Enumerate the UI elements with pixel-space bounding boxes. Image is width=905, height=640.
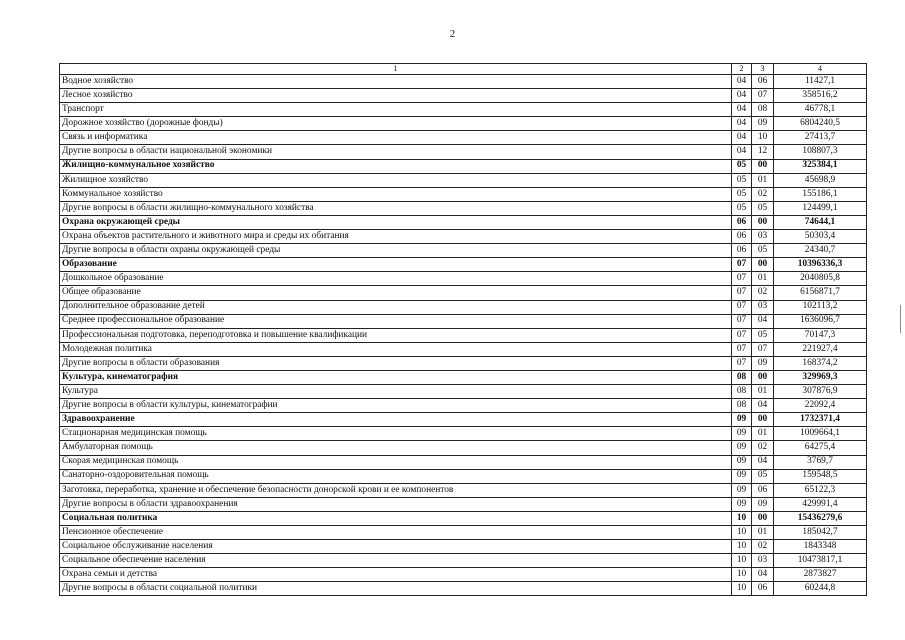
- table-row: [60, 511, 867, 525]
- row-name-cell: Дошкольное образование: [60, 272, 732, 286]
- row-subsection-cell: 08: [752, 103, 774, 117]
- header-col-subsection: 3: [752, 64, 774, 75]
- row-amount-cell: 124499,1: [774, 201, 867, 215]
- table-row: [60, 230, 867, 244]
- row-amount-cell: 307876,9: [774, 385, 867, 399]
- row-amount-cell: 2873827: [774, 568, 867, 582]
- row-amount-cell: 1636096,7: [774, 314, 867, 328]
- row-amount-cell: 329969,3: [774, 370, 867, 384]
- row-subsection-cell: 07: [752, 342, 774, 356]
- row-amount-cell: 27413,7: [774, 131, 867, 145]
- table-row: [60, 300, 867, 314]
- table-body: [60, 75, 867, 596]
- row-name-cell: Охрана объектов растительного и животного мира и среды их обитания: [60, 230, 732, 244]
- table-row: [60, 385, 867, 399]
- row-name-cell: Заготовка, переработка, хранение и обеспечение безопасности донорской крови и ее компонентов: [60, 483, 732, 497]
- row-name-cell: Среднее профессиональное образование: [60, 314, 732, 328]
- row-name-cell: Стационарная медицинская помощь: [60, 427, 732, 441]
- row-section-cell: 10: [732, 540, 752, 554]
- row-name-cell: Санаторно-оздоровительная помощь: [60, 469, 732, 483]
- row-amount-cell: 1732371,4: [774, 413, 867, 427]
- row-name-cell: Охрана семьи и детства: [60, 568, 732, 582]
- row-name-cell: Культура, кинематография: [60, 370, 732, 384]
- row-name-cell: Коммунальное хозяйство: [60, 187, 732, 201]
- row-name-cell: Жилищно-коммунальное хозяйство: [60, 159, 732, 173]
- row-section-cell: 04: [732, 89, 752, 103]
- row-subsection-cell: 01: [752, 272, 774, 286]
- row-name-cell: Другие вопросы в области национальной экономики: [60, 145, 732, 159]
- row-section-cell: 07: [732, 356, 752, 370]
- row-section-cell: 04: [732, 145, 752, 159]
- row-subsection-cell: 04: [752, 568, 774, 582]
- row-name-cell: Амбулаторная помощь: [60, 441, 732, 455]
- row-subsection-cell: 02: [752, 441, 774, 455]
- row-subsection-cell: 03: [752, 554, 774, 568]
- row-subsection-cell: 02: [752, 286, 774, 300]
- row-section-cell: 04: [732, 131, 752, 145]
- row-name-cell: Молодежная политика: [60, 342, 732, 356]
- row-amount-cell: 70147,3: [774, 328, 867, 342]
- table-header-row: [60, 64, 867, 75]
- row-section-cell: 04: [732, 117, 752, 131]
- table-row: [60, 441, 867, 455]
- row-name-cell: Образование: [60, 258, 732, 272]
- row-subsection-cell: 06: [752, 483, 774, 497]
- row-section-cell: 10: [732, 582, 752, 596]
- row-amount-cell: 168374,2: [774, 356, 867, 370]
- table-row: [60, 215, 867, 229]
- row-subsection-cell: 05: [752, 328, 774, 342]
- table-row: [60, 117, 867, 131]
- row-subsection-cell: 04: [752, 399, 774, 413]
- row-section-cell: 09: [732, 455, 752, 469]
- row-name-cell: Социальное обеспечение населения: [60, 554, 732, 568]
- table-row: [60, 356, 867, 370]
- row-section-cell: 07: [732, 342, 752, 356]
- row-section-cell: 04: [732, 75, 752, 89]
- row-name-cell: Культура: [60, 385, 732, 399]
- row-amount-cell: 10473817,1: [774, 554, 867, 568]
- row-amount-cell: 64275,4: [774, 441, 867, 455]
- table-row: [60, 75, 867, 89]
- row-name-cell: Социальная политика: [60, 511, 732, 525]
- row-subsection-cell: 06: [752, 75, 774, 89]
- row-section-cell: 09: [732, 427, 752, 441]
- row-amount-cell: 358516,2: [774, 89, 867, 103]
- row-subsection-cell: 00: [752, 511, 774, 525]
- row-amount-cell: 60244,8: [774, 582, 867, 596]
- table-row: [60, 483, 867, 497]
- table-row: [60, 103, 867, 117]
- row-subsection-cell: 04: [752, 314, 774, 328]
- row-amount-cell: 74644,1: [774, 215, 867, 229]
- row-section-cell: 05: [732, 159, 752, 173]
- row-section-cell: 05: [732, 201, 752, 215]
- row-section-cell: 06: [732, 244, 752, 258]
- row-subsection-cell: 00: [752, 258, 774, 272]
- row-section-cell: 09: [732, 441, 752, 455]
- row-amount-cell: 1843348: [774, 540, 867, 554]
- row-amount-cell: 108807,3: [774, 145, 867, 159]
- row-section-cell: 10: [732, 526, 752, 540]
- row-amount-cell: 102113,2: [774, 300, 867, 314]
- table-row: [60, 370, 867, 384]
- table-row: [60, 201, 867, 215]
- row-subsection-cell: 03: [752, 300, 774, 314]
- row-subsection-cell: 02: [752, 187, 774, 201]
- row-subsection-cell: 05: [752, 201, 774, 215]
- table-row: [60, 286, 867, 300]
- row-section-cell: 07: [732, 314, 752, 328]
- row-amount-cell: 3769,7: [774, 455, 867, 469]
- table-row: [60, 497, 867, 511]
- row-name-cell: Другие вопросы в области жилищно-коммунального хозяйства: [60, 201, 732, 215]
- row-subsection-cell: 00: [752, 215, 774, 229]
- row-name-cell: Связь и информатика: [60, 131, 732, 145]
- table-row: [60, 145, 867, 159]
- table-row: [60, 89, 867, 103]
- row-subsection-cell: 01: [752, 526, 774, 540]
- row-subsection-cell: 00: [752, 413, 774, 427]
- table-row: [60, 159, 867, 173]
- row-name-cell: Жилищное хозяйство: [60, 173, 732, 187]
- table-row: [60, 173, 867, 187]
- margin-mark: [900, 305, 901, 333]
- row-name-cell: Лесное хозяйство: [60, 89, 732, 103]
- row-name-cell: Дополнительное образование детей: [60, 300, 732, 314]
- header-col-section: 2: [732, 64, 752, 75]
- row-subsection-cell: 09: [752, 117, 774, 131]
- row-amount-cell: 325384,1: [774, 159, 867, 173]
- row-name-cell: Общее образование: [60, 286, 732, 300]
- row-amount-cell: 46778,1: [774, 103, 867, 117]
- table-row: [60, 244, 867, 258]
- row-section-cell: 09: [732, 497, 752, 511]
- row-amount-cell: 6156871,7: [774, 286, 867, 300]
- table-row: [60, 469, 867, 483]
- row-amount-cell: 185042,7: [774, 526, 867, 540]
- table-row: [60, 427, 867, 441]
- row-subsection-cell: 00: [752, 159, 774, 173]
- row-amount-cell: 159548,5: [774, 469, 867, 483]
- row-amount-cell: 1009664,1: [774, 427, 867, 441]
- table-row: [60, 554, 867, 568]
- row-name-cell: Социальное обслуживание населения: [60, 540, 732, 554]
- row-section-cell: 08: [732, 385, 752, 399]
- table-row: [60, 568, 867, 582]
- table-row: [60, 272, 867, 286]
- row-section-cell: 07: [732, 286, 752, 300]
- row-name-cell: Другие вопросы в области охраны окружающей среды: [60, 244, 732, 258]
- row-amount-cell: 10396336,3: [774, 258, 867, 272]
- row-name-cell: Дорожное хозяйство (дорожные фонды): [60, 117, 732, 131]
- row-subsection-cell: 09: [752, 356, 774, 370]
- row-amount-cell: 6804240,5: [774, 117, 867, 131]
- row-section-cell: 10: [732, 554, 752, 568]
- row-name-cell: Пенсионное обеспечение: [60, 526, 732, 540]
- row-amount-cell: 45698,9: [774, 173, 867, 187]
- table-row: [60, 526, 867, 540]
- row-section-cell: 10: [732, 511, 752, 525]
- row-subsection-cell: 06: [752, 582, 774, 596]
- header-col-amount: 4: [774, 64, 867, 75]
- row-section-cell: 08: [732, 370, 752, 384]
- row-amount-cell: 50303,4: [774, 230, 867, 244]
- table-row: [60, 399, 867, 413]
- row-subsection-cell: 04: [752, 455, 774, 469]
- table-row: [60, 187, 867, 201]
- row-amount-cell: 11427,1: [774, 75, 867, 89]
- row-subsection-cell: 05: [752, 469, 774, 483]
- row-subsection-cell: 01: [752, 173, 774, 187]
- row-subsection-cell: 10: [752, 131, 774, 145]
- row-section-cell: 06: [732, 215, 752, 229]
- table-row: [60, 131, 867, 145]
- table-row: [60, 314, 867, 328]
- row-amount-cell: 65122,3: [774, 483, 867, 497]
- table-row: [60, 258, 867, 272]
- header-col-name: 1: [60, 64, 732, 75]
- row-section-cell: 09: [732, 413, 752, 427]
- table-row: [60, 582, 867, 596]
- row-subsection-cell: 01: [752, 427, 774, 441]
- row-name-cell: Здравоохранение: [60, 413, 732, 427]
- row-name-cell: Другие вопросы в области культуры, кинематографии: [60, 399, 732, 413]
- row-subsection-cell: 09: [752, 497, 774, 511]
- row-section-cell: 10: [732, 568, 752, 582]
- row-section-cell: 07: [732, 258, 752, 272]
- budget-table: [59, 63, 867, 596]
- row-name-cell: Профессиональная подготовка, переподготовка и повышение квалификации: [60, 328, 732, 342]
- row-subsection-cell: 00: [752, 370, 774, 384]
- row-name-cell: Водное хозяйство: [60, 75, 732, 89]
- table-row: [60, 413, 867, 427]
- row-amount-cell: 221927,4: [774, 342, 867, 356]
- row-amount-cell: 22092,4: [774, 399, 867, 413]
- row-amount-cell: 429991,4: [774, 497, 867, 511]
- row-name-cell: Транспорт: [60, 103, 732, 117]
- row-section-cell: 05: [732, 173, 752, 187]
- row-section-cell: 07: [732, 328, 752, 342]
- row-name-cell: Охрана окружающей среды: [60, 215, 732, 229]
- row-name-cell: Другие вопросы в области образования: [60, 356, 732, 370]
- row-subsection-cell: 07: [752, 89, 774, 103]
- table-row: [60, 540, 867, 554]
- row-subsection-cell: 03: [752, 230, 774, 244]
- row-name-cell: Другие вопросы в области социальной политики: [60, 582, 732, 596]
- row-section-cell: 07: [732, 300, 752, 314]
- row-amount-cell: 2040805,8: [774, 272, 867, 286]
- row-amount-cell: 15436279,6: [774, 511, 867, 525]
- row-section-cell: 09: [732, 469, 752, 483]
- row-subsection-cell: 01: [752, 385, 774, 399]
- table-row: [60, 455, 867, 469]
- row-section-cell: 08: [732, 399, 752, 413]
- row-subsection-cell: 12: [752, 145, 774, 159]
- row-subsection-cell: 05: [752, 244, 774, 258]
- table-row: [60, 342, 867, 356]
- row-amount-cell: 24340,7: [774, 244, 867, 258]
- page-number: 2: [449, 28, 456, 40]
- row-section-cell: 06: [732, 230, 752, 244]
- row-name-cell: Другие вопросы в области здравоохранения: [60, 497, 732, 511]
- row-subsection-cell: 02: [752, 540, 774, 554]
- row-section-cell: 04: [732, 103, 752, 117]
- row-name-cell: Скорая медицинская помощь: [60, 455, 732, 469]
- row-section-cell: 07: [732, 272, 752, 286]
- row-section-cell: 05: [732, 187, 752, 201]
- table-row: [60, 328, 867, 342]
- row-section-cell: 09: [732, 483, 752, 497]
- row-amount-cell: 155186,1: [774, 187, 867, 201]
